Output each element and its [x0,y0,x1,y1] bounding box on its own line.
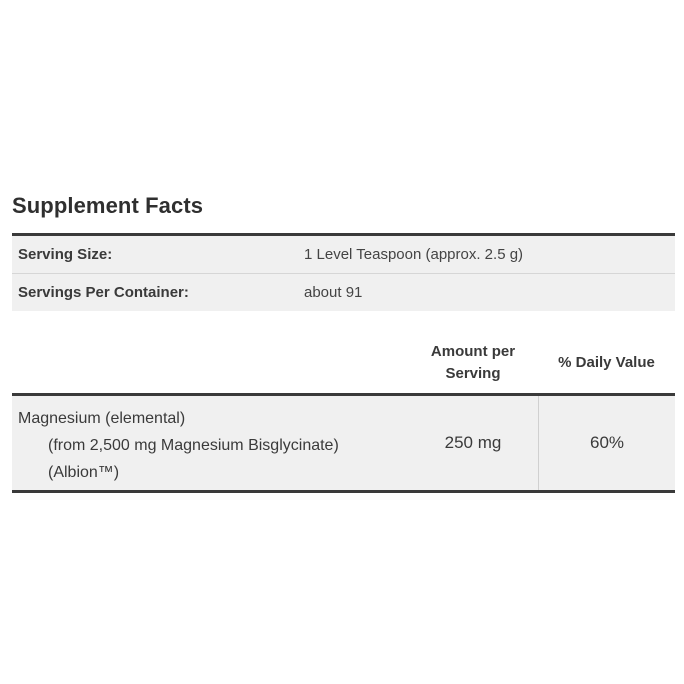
servings-per-container-value: about 91 [304,284,363,301]
header-daily-value: % Daily Value [558,354,655,371]
servings-per-container-label: Servings Per Container: [18,284,189,301]
header-amount-per-serving [408,338,538,393]
nutrient-amount: 250 mg [408,396,539,490]
facts-table-header [12,338,675,396]
serving-info [12,233,675,311]
nutrient-daily-value: 60% [589,433,625,452]
table-row [12,396,675,493]
header-amount-line1: Amount per [430,343,516,360]
nutrient-name-line1: Magnesium (elemental) [18,410,186,427]
facts-table [12,338,675,493]
nutrient-name-line2: (from 2,500 mg Magnesium Bisglycinate) [48,437,339,454]
nutrient-name [12,396,408,490]
nutrient-name-line3: (Albion™) [48,464,120,481]
serving-size-label: Serving Size: [18,246,113,263]
header-amount-line2: Serving [445,365,501,382]
panel-title: Supplement Facts [12,193,204,218]
serving-size-row [12,236,675,273]
serving-size-value: 1 Level Teaspoon (approx. 2.5 g) [304,246,524,263]
servings-per-container-row [12,273,675,311]
header-spacer [12,338,408,393]
